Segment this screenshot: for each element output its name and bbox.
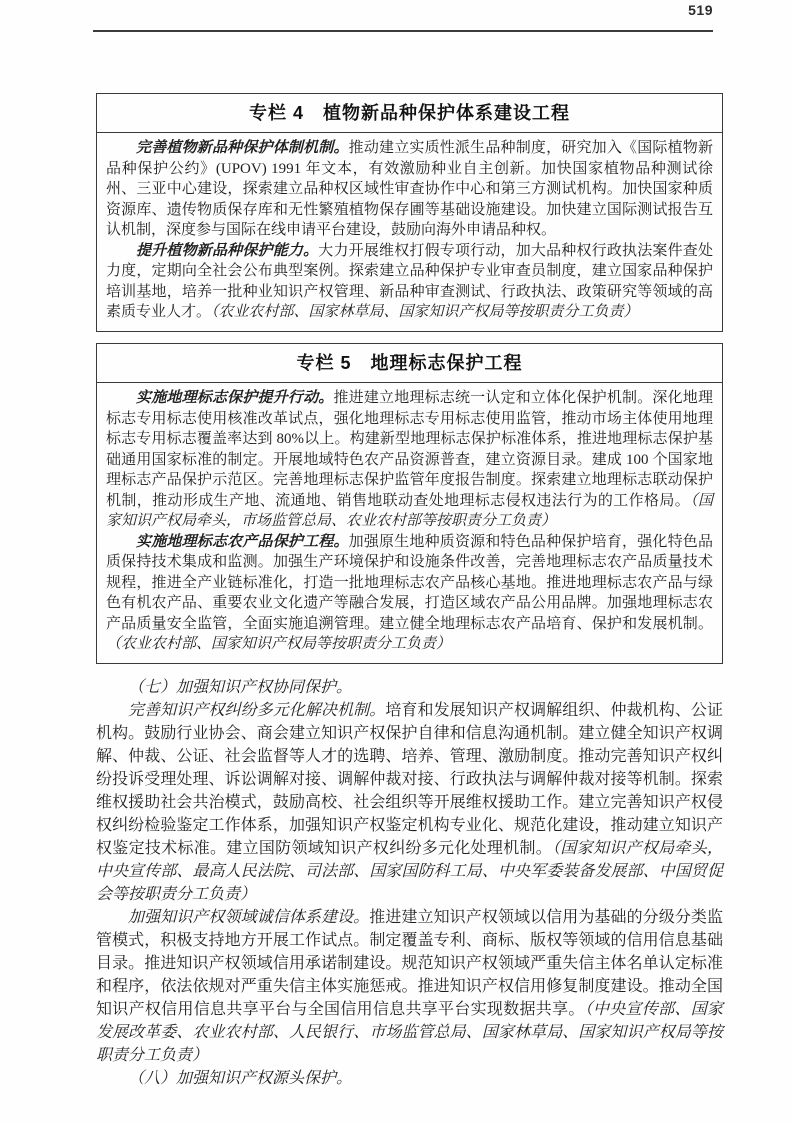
paragraph-note: （农业农村部、国家知识产权局等按职责分工负责） (106, 636, 452, 652)
column-box-5-body (97, 383, 722, 663)
box-paragraph (106, 138, 713, 241)
section-heading-8: （八）加强知识产权源头保护。 (128, 1070, 353, 1087)
box-paragraph (106, 241, 713, 323)
column-box-5 (96, 343, 723, 664)
main-text (96, 676, 723, 1090)
header-rule (93, 30, 713, 32)
paragraph-note: （农业农村部、国家林草局、国家知识产权局等按职责分工负责） (211, 304, 639, 320)
column-box-4-title: 专栏 4 植物新品种保护体系建设工程 (97, 94, 722, 133)
paragraph-lead: 加强知识产权领域诚信体系建设。 (128, 909, 370, 926)
paragraph-text: 大力开展维权打假专项行动，加大品种权行政执法案件查处力度，定期向全社会公布典型案例。探索建立品种保护专业审查员制度，建立国家品种保护培训基地，培养一批种业知识产权管理、新品种审查测试、行政执法、政策研究等领域的高素质专业人才。 (106, 242, 713, 320)
box-paragraph (106, 532, 713, 655)
paragraph-text: 推动建立实质性派生品种制度，研究加入《国际植物新品种保护公约》(UPOV) 1991 年文本，有效激励种业自主创新。加快国家植物品种测试徐州、三亚中心建设，探索建立品种权区域性审查协作中心和第三方测试机构。加快国家种质资源库、遗传物质保存库和无性繁殖植物保存圃等基础设施建设。加快建立国际测试报告互认机制，深度参与国际在线申请平台建设，鼓励向海外申请品种权。 (106, 140, 713, 238)
paragraph-lead: 实施地理标志保护提升行动。 (136, 390, 334, 406)
paragraph-note: （国家知识产权局牵头，中央宣传部、最高人民法院、司法部、国家国防科工局、中央军委装备发展部、中国贸促会等按职责分工负责） (96, 840, 723, 903)
paragraph-lead: 实施地理标志农产品保护工程。 (136, 533, 349, 550)
paragraph-note: （中央宣传部、国家发展改革委、农业农村部、人民银行、市场监管总局、国家林草局、国家知识产权局等按职责分工负责） (96, 1001, 723, 1064)
page-number: 519 (688, 2, 713, 18)
box-paragraph (106, 388, 713, 532)
paragraph-text: 推进建立知识产权领域以信用为基础的分级分类监管模式，积极支持地方开展工作试点。制定覆盖专利、商标、版权等领域的信用信息基础目录。推进知识产权领域信用承诺制建设。规范知识产权领域严重失信主体名单认定标准和程序，依法依规对严重失信主体实施惩戒。推进知识产权信用修复制度建设。推动全国知识产权信用信息共享平台与全国信用信息共享平台实现数据共享。 (96, 909, 723, 1018)
paragraph-text: 培育和发展知识产权调解组织、仲裁机构、公证机构。鼓励行业协会、商会建立知识产权保护自律和信息沟通机制。建立健全知识产权调解、仲裁、公证、社会监督等人才的选聘、培养、管理、激励制度。推动完善知识产权纠纷投诉受理处理、诉讼调解对接、调解仲裁对接、行政执法与调解仲裁对接等机制。探索维权援助社会共治模式，鼓励高校、社会组织等开展维权援助工作。建立完善知识产权侵权纠纷检验鉴定工作体系，加强知识产权鉴定机构专业化、规范化建设，推动建立知识产权鉴定技术标准。建立国防领域知识产权纠纷多元化处理机制。 (96, 702, 723, 857)
paragraph-text: 推进建立地理标志统一认定和立体化保护机制。深化地理标志专用标志使用核准改革试点，强化地理标志专用标志使用监管，推动市场主体使用地理标志专用标志覆盖率达到 80%以上。构建新型地理标志保护标准体系，推进地理标志保护基础通用国家标准的制定。开展地域特色农产品资源普查，建立资源目录。建成 100 个国家地理标志产品保护示范区。完善地理标志保护监管年度报告制度。探索建立地理标志联动保护机制，推动形成生产地、流通地、销售地联动查处地理标志侵权违法行为的工作格局。 (106, 390, 713, 509)
paragraph-lead: 完善植物新品种保护体制机制。 (136, 140, 349, 156)
column-box-4-body (97, 133, 722, 331)
body-paragraph-1 (96, 699, 723, 906)
paragraph-note: （国家知识产权局牵头，市场监管总局、农业农村部等按职责分工负责） (106, 492, 713, 529)
body-paragraph-2 (96, 906, 723, 1067)
paragraph-lead: 完善知识产权纠纷多元化解决机制。 (128, 702, 386, 719)
paragraph-text: 加强原生地种质资源和特色品种保护培育，强化特色品质保持技术集成和监测。加强生产环境保护和设施条件改善，完善地理标志农产品质量技术规程，推进全产业链标准化，打造一批地理标志农产品核心基地。推进地理标志农产品与绿色有机农产品、重要农业文化遗产等融合发展，打造区域农产品公用品牌。加强地理标志农产品质量安全监管，全面实施追溯管理。建立健全地理标志农产品培育、保护和发展机制。 (106, 533, 713, 632)
paragraph-lead: 提升植物新品种保护能力。 (136, 242, 319, 259)
column-box-5-title: 专栏 5 地理标志保护工程 (97, 344, 722, 383)
section-heading-7: （七）加强知识产权协同保护。 (128, 679, 353, 696)
column-box-4 (96, 93, 723, 332)
